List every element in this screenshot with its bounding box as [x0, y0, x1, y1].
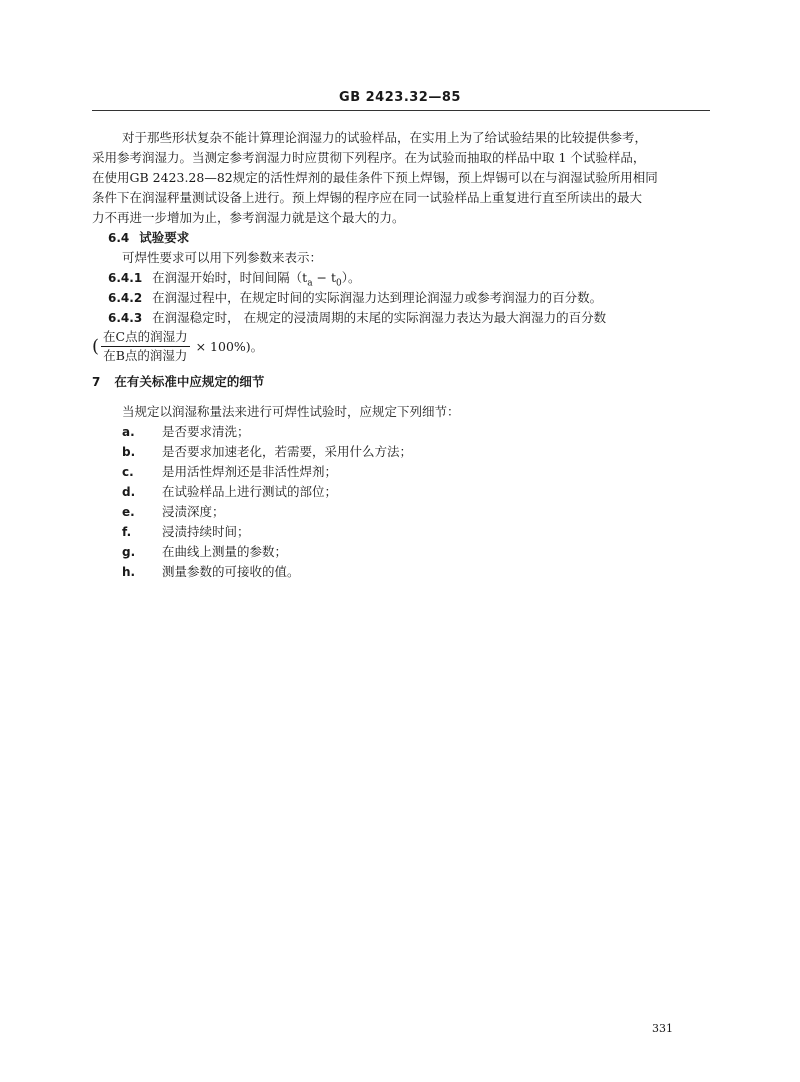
paragraph-line: 条件下在润湿秤量测试设备上进行。预上焊锡的程序应在同一试验样品上重复进行直至所读出的最大: [92, 190, 643, 205]
list-item-label: d.: [122, 485, 136, 499]
list-item-text: 浸渍持续时间；: [162, 524, 250, 539]
section-intro: 可焊性要求可以用下列参数来表示：: [122, 250, 323, 265]
subscript-0: 0: [336, 278, 342, 289]
list-item-label: h.: [122, 565, 136, 579]
list-item: [122, 462, 337, 482]
clause-6-4-2: [108, 288, 602, 308]
section-number: 6.4: [108, 231, 130, 245]
fraction: [101, 329, 190, 364]
clause-text-end: ）。: [341, 270, 361, 285]
clause-number: 6.4.3: [108, 311, 143, 325]
section-title: 试验要求: [139, 230, 190, 245]
list-item-text: 在试验样品上进行测试的部位；: [162, 484, 338, 499]
header-rule: [92, 110, 710, 111]
standard-code-header: GB 2423.32—85: [339, 90, 461, 105]
list-item-text: 浸渍深度；: [162, 504, 225, 519]
list-item-text: 是否要求加速老化，若需要，采用什么方法；: [162, 444, 413, 459]
list-item: [122, 542, 287, 562]
paragraph-line: 在使用GB 2423.28—82规定的活性焊剂的最佳条件下预上焊锡，预上焊锡可以在与润湿试验所用相同: [92, 170, 658, 185]
list-item-label: f.: [122, 525, 132, 539]
wetting-ratio-formula: [92, 326, 263, 366]
section-7-heading: [92, 372, 264, 392]
subscript-a: a: [307, 278, 313, 289]
list-item-label: c.: [122, 465, 134, 479]
list-item-label: e.: [122, 505, 135, 519]
list-item: [122, 502, 225, 522]
paragraph-line: 力不再进一步增加为止，参考润湿力就是这个最大的力。: [92, 210, 405, 225]
section-number: 7: [92, 375, 101, 389]
list-item-label: a.: [122, 425, 135, 439]
fraction-numerator: 在C点的润湿力: [101, 329, 190, 347]
paragraph-line: 采用参考润湿力。当测定参考润湿力时应贯彻下列程序。在为试验而抽取的样品中取 1 个试验样品，: [92, 150, 646, 165]
clause-text: 在润湿稳定时， 在规定的浸渍周期的末尾的实际润湿力表达为最大润湿力的百分数: [152, 310, 607, 325]
section-6-4-heading: [108, 228, 189, 248]
list-item: [122, 422, 250, 442]
clause-text-mid: − t: [312, 270, 337, 285]
list-item: [122, 562, 300, 582]
list-item: [122, 442, 412, 462]
list-item: [122, 482, 337, 502]
list-item-text: 是用活性焊剂还是非活性焊剂；: [162, 464, 338, 479]
section-title: 在有关标准中应规定的细节: [114, 374, 265, 389]
clause-6-4-3: [108, 308, 606, 328]
list-item-text: 测量参数的可接收的值。: [162, 564, 300, 579]
list-item-text: 是否要求清洗；: [162, 424, 250, 439]
list-item-label: g.: [122, 545, 136, 559]
clause-text: 在润湿过程中，在规定时间的实际润湿力达到理论润湿力或参考润湿力的百分数。: [152, 290, 603, 305]
page-number: 331: [652, 1022, 673, 1035]
list-item-label: b.: [122, 445, 136, 459]
clause-number: 6.4.2: [108, 291, 143, 305]
formula-tail: × 100%)。: [195, 339, 264, 354]
list-item: [122, 522, 250, 542]
clause-number: 6.4.1: [108, 271, 143, 285]
fraction-denominator: 在B点的润湿力: [103, 347, 188, 363]
formula-open-paren: (: [92, 335, 100, 357]
paragraph-line: 对于那些形状复杂不能计算理论润湿力的试验样品，在实用上为了给试验结果的比较提供参考，: [122, 130, 648, 145]
section-intro: 当规定以润湿称量法来进行可焊性试验时，应规定下列细节：: [122, 404, 460, 419]
list-item-text: 在曲线上测量的参数；: [162, 544, 288, 559]
clause-text: 在润湿开始时，时间间隔（t: [152, 270, 308, 285]
